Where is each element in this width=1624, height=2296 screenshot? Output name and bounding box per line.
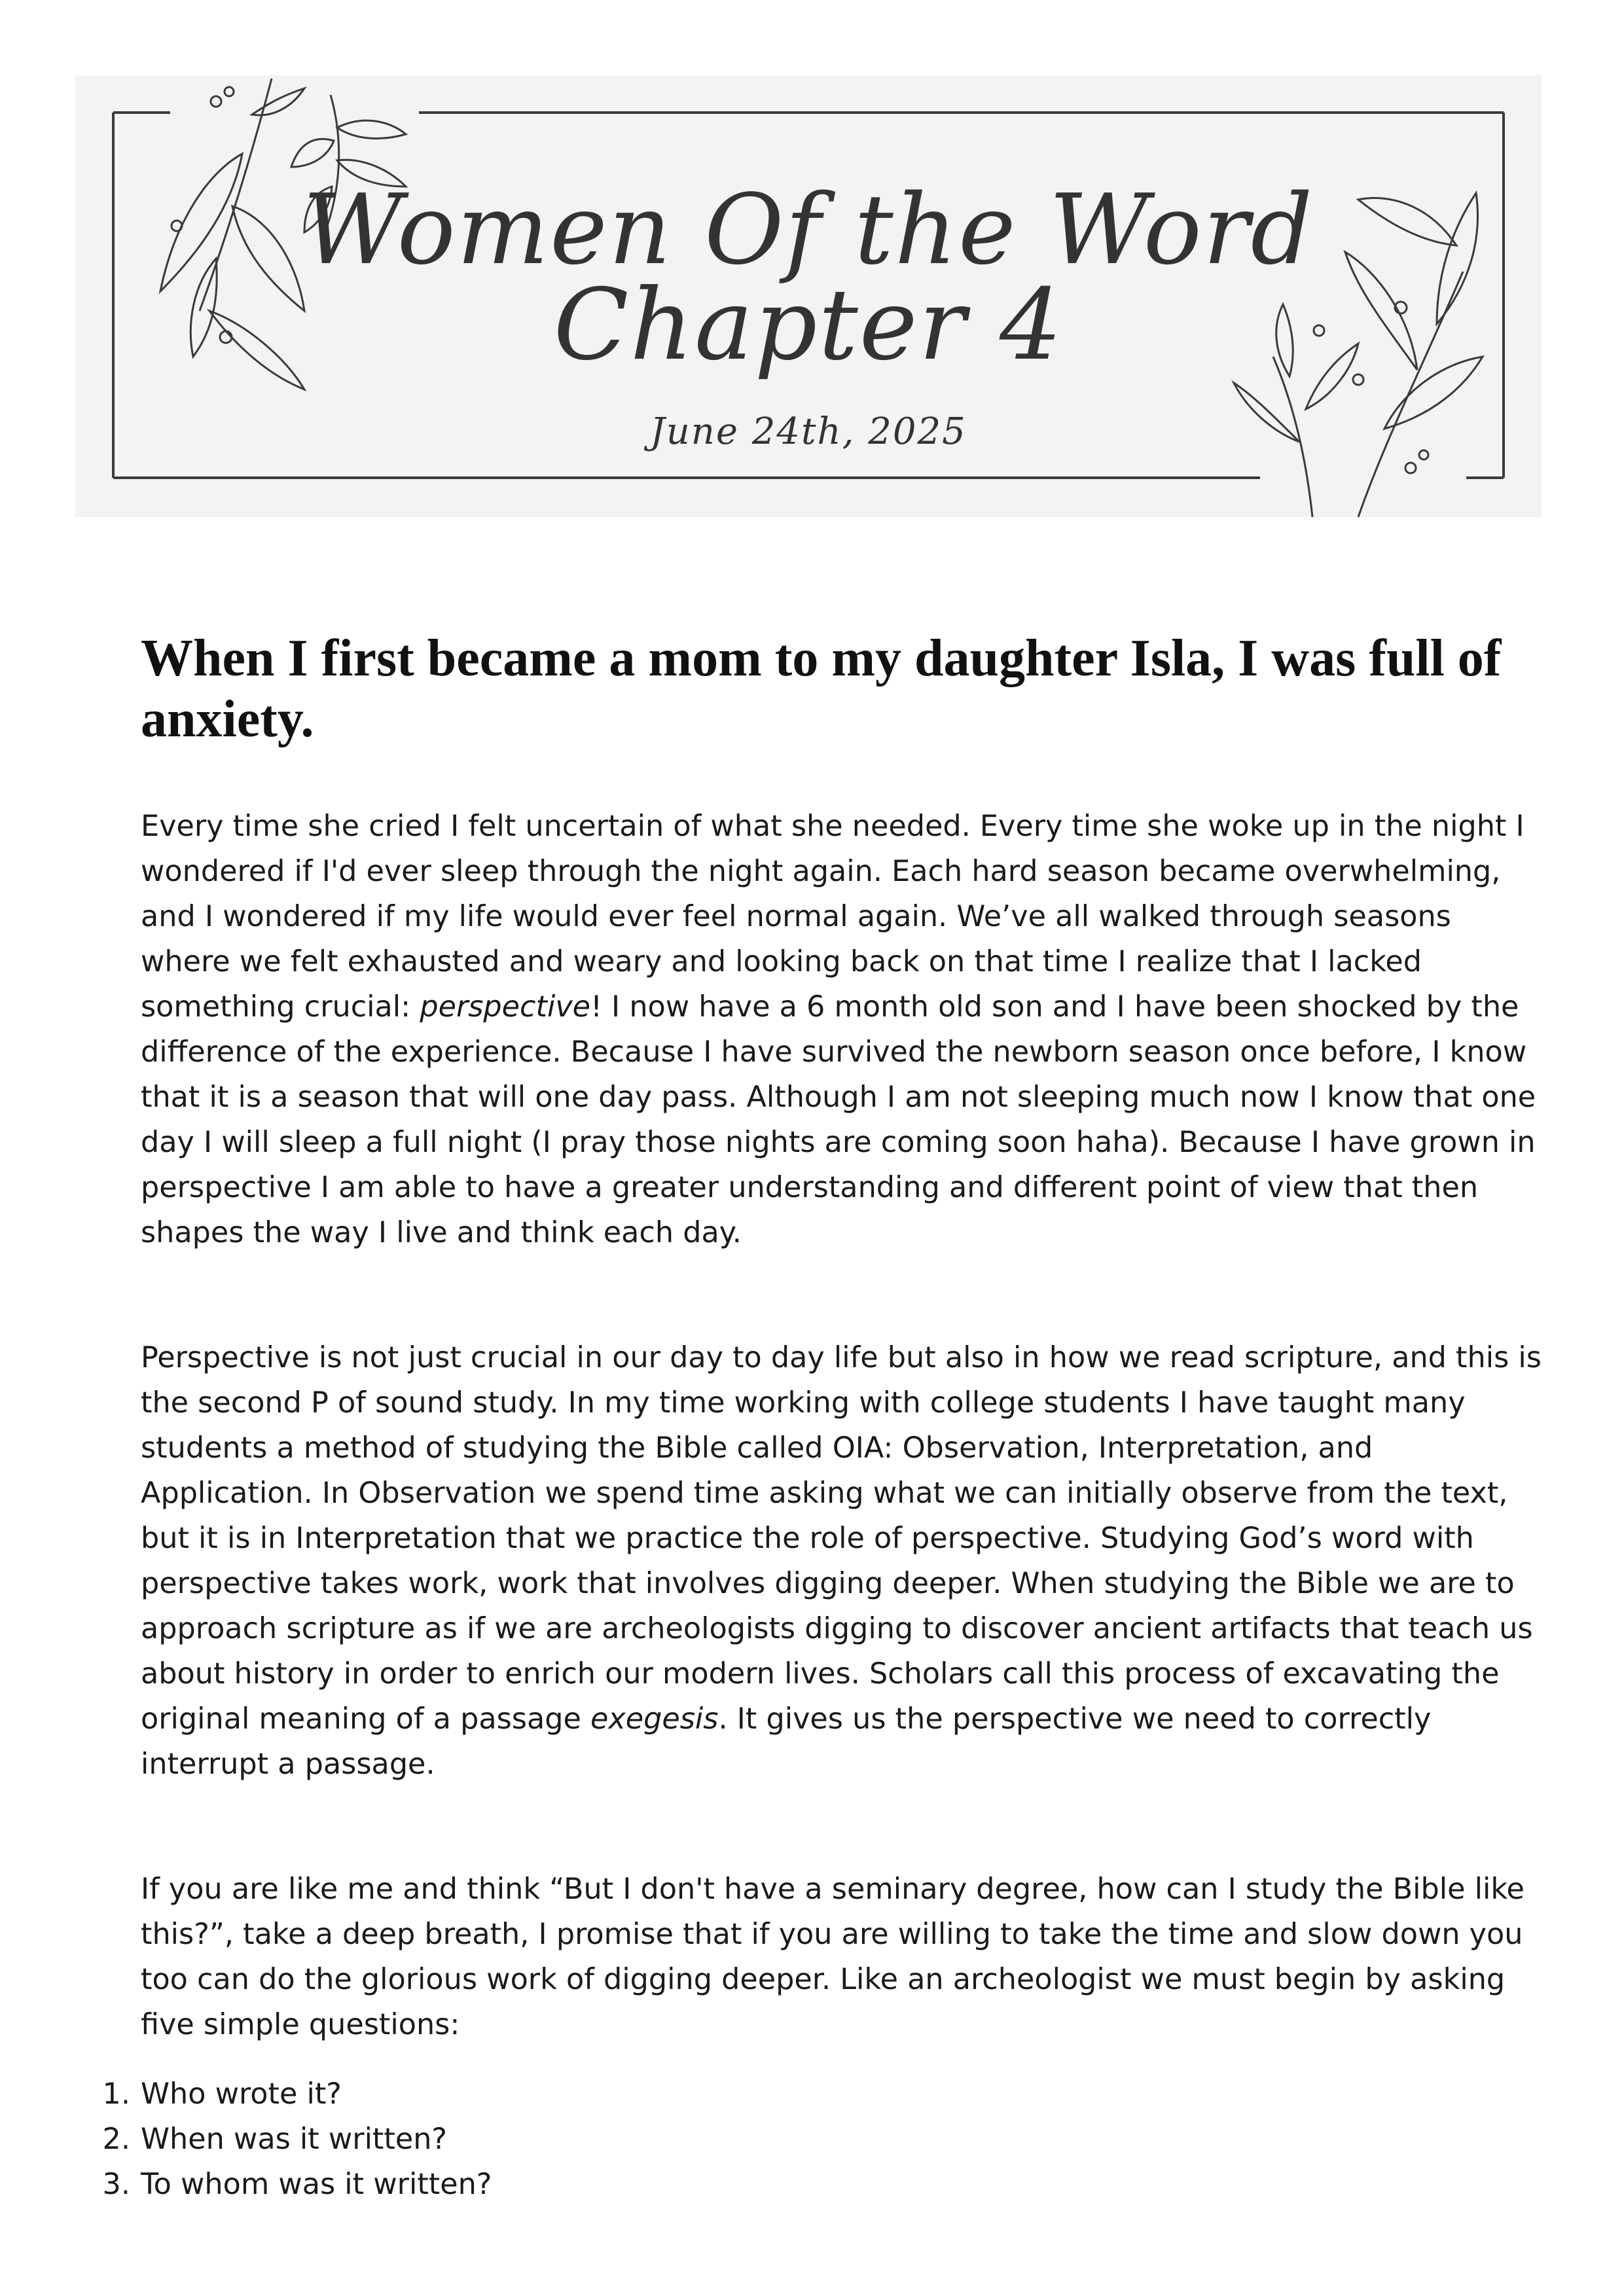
- list-item-text: To whom was it written?: [141, 2168, 492, 2201]
- banner-title-line1: Women Of the Word: [302, 173, 1314, 286]
- list-item-text: Who wrote it?: [141, 2077, 342, 2111]
- list-item: [102, 2072, 492, 2117]
- banner-date: June 24th, 2025: [650, 410, 967, 453]
- questions-list: [102, 2072, 492, 2207]
- list-item-number: 3.: [102, 2168, 130, 2201]
- paragraph-1-text-b: ! I now have a 6 month old son and I have been shocked by the difference of the experience. Because I have survived the newborn season once before, I know that it is a season that will one day pass. Although I am not sleeping much now I know that one day I will sleep a full night (I pray those nights are coming soon haha). Because I have grown in perspective I am able to have a greater understanding and different point of view that then shapes the way I live and think each day.: [141, 990, 1536, 1249]
- paragraph-2-text-b: . It gives us the perspective we need to correctly interrupt a passage.: [141, 1702, 1432, 1781]
- list-item: [102, 2117, 492, 2162]
- list-item-number: 2.: [102, 2123, 130, 2156]
- chapter-banner: [75, 75, 1542, 517]
- paragraph-1-text-a: Every time she cried I felt uncertain of what she needed. Every time she woke up in the night I wondered if I'd ever sleep through the night again. Each hard season became overwhelming, and I wondered if my life would ever feel normal again. We’ve all walked through seasons where we felt exhausted and weary and looking back on that time I realize that I lacked something crucial:: [141, 810, 1525, 1024]
- list-item: [102, 2162, 492, 2207]
- paragraph-3: If you are like me and think “But I don't have a seminary degree, how can I study the Bible like this?”, take a deep breath, I promise that if you are willing to take the time and slow down you too can do the glorious work of digging deeper. Like an archeologist we must begin by asking five simple questions:: [141, 1873, 1525, 2041]
- paragraph-2-emphasis: exegesis: [590, 1702, 719, 1736]
- paragraph-2-text-a: Perspective is not just crucial in our day to day life but also in how we read scripture, and this is the second P of sound study. In my time working with college students I have taught many students a method of studying the Bible called OIA: Observation, Interpretation, and Application. In Observation we spend time asking what we can initially observe from the text, but it is in Interpretation that we practice the role of perspective. Studying God’s word with perspective takes work, work that involves digging deeper. When studying the Bible we are to approach scripture as if we are archeologists digging to discover ancient artifacts that teach us about history in order to enrich our modern lives. Scholars call this process of excavating the original meaning of a passage: [141, 1341, 1542, 1736]
- list-item-number: 1.: [102, 2077, 130, 2111]
- banner-title-line2: Chapter 4: [553, 268, 1064, 382]
- section-heading: When I first became a mom to my daughter Isla, I was full of anxiety.: [141, 630, 1502, 748]
- paragraph-1: [141, 804, 1548, 1255]
- list-item-text: When was it written?: [141, 2123, 448, 2156]
- paragraph-1-emphasis: perspective: [420, 990, 591, 1024]
- paragraph-2: [141, 1335, 1548, 1787]
